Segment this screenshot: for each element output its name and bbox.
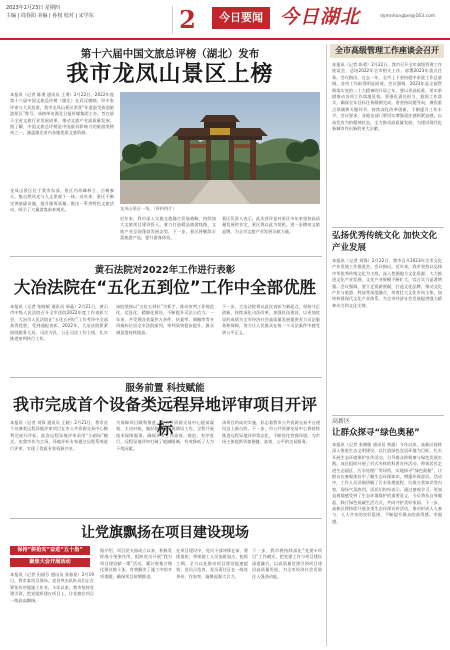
- right-story1-body: 本报讯（记者 陈勇）2月22日，我市召开全市高级管理工作座谈会，总结2022年全市相关工作，部署2023年重点任务。会议指出，过去一年，全市上下坚持稳中求进工作总基调，各项工作取得明显成效。会议强调，2023年是全面贯彻落实党的二十大精神的开局之年，要以更高标准、更实举措推动各项工作落地见效。要强化责任担当，狠抓工作落实，确保全年目标任务圆满完成。要坚持问题导向，聚焦重点领域和关键环节，持续深化改革创新，不断提升工作水平。会议要求，各地各部门要切实增强责任感和紧迫感，以奋发有为的精神状态，全力推动高质量发展，为建设现代化新城市作出新的更大贡献。: [332, 62, 442, 132]
- right-story1-headline: 全市高级管理工作座谈会召开: [330, 44, 444, 58]
- story4-badges: [10, 546, 90, 570]
- lead-body-col2: 近年来，我市深入实施文旅融合发展战略，持续加大文旅项目建设投入，着力打造精品旅游线路，文旅产业呈现蓬勃发展态势。下一步，景区将继续丰富旅游产品，提升游客体验。: [120, 216, 216, 241]
- divider: [10, 377, 322, 378]
- newspaper-logo: 今日湖北: [280, 6, 361, 28]
- divider: [10, 518, 322, 519]
- page-number: 2: [172, 6, 202, 34]
- story4-body-col1: 本报讯（记者 田丽芬 通讯员 张春星）2月19日，我市某项目现场，党员突击队队员们正在紧张有序地施工作业。今年以来，我市坚持党建引领，把党组织建在项目上，让党旗在项目一线高高飘扬。: [10, 572, 94, 603]
- story4-badge: 保持“拼抢实”奋进“五十指”: [10, 546, 90, 555]
- right-story2-headline: 弘扬优秀传统文化 加快文化产业发展: [332, 231, 437, 253]
- column-divider: [326, 44, 327, 646]
- story3-body-col3: 该项目的成功实施，标志着我市公共资源交易平台建设迈上新台阶。下一步，市公共资源交易中心将持续推进远程异地评审常态化，不断优化营商环境，为市场主体提供更加便捷、高效、公平的交易服务。: [222, 420, 320, 445]
- story2-headline: 大冶法院在“五化五到位”工作中全部优胜: [13, 278, 317, 297]
- divider: [332, 415, 444, 416]
- scenic-gate-photo: [120, 92, 320, 204]
- lead-photo-caption: 龙凤山景区一角。（资料图片）: [120, 206, 177, 211]
- right-story2-body: 本报讯（记者 刘锋）2月22日，我市召开2023年全市文化产业发展工作推进会。会议指出，近年来，我市坚持以弘扬中华优秀传统文化为主线，深入挖掘地方文化资源，大力推进文化产业发展，文化产业规模不断扩大，综合实力显著增强。会议强调，要立足资源禀赋，打造文化品牌，推动文化产业与旅游、科技等深度融合，培育壮大文化市场主体，加快构建现代文化产业体系，为全市经济社会发展提供强大精神动力和文化支撑。: [332, 258, 442, 308]
- lead-body-col1b: 龙凤山景区位于我市东部，景区内奇峰林立、古树参天，集自然风光与人文景观于一体。近年来，景区不断完善基础设施，提升服务质量，推出一系列特色文旅活动，吸引了大量游客前来观光。: [10, 188, 114, 213]
- story2-body-col2: 该院坚持以“五化五到位”为抓手，推动审判工作规范化、信息化、精细化建设，不断提升司法公信力。一年来，共受理各类案件万余件，结案率、调撤率等多项指标位居全市法院前列，审判质效稳步提升，群众满意度持续提高。: [116, 304, 214, 335]
- story4-body-col4: 下一步，我市将持续深化“党建+项目”工作模式，把党建工作与项目建设深度融合，以高质量党建引领项目建设高质量发展，为全市经济社会发展注入强劲动能。: [252, 548, 322, 579]
- story4-body-col3: 在项目建设中，党员干部冲锋在前、勇挑重担，带领施工人员加班加点，抢抓工期，全力以赴推动项目建设提速提效。党员示范岗、党员责任区在一线亮身份、作表率，凝聚起强大合力。: [176, 548, 248, 579]
- section-name: 今日要闻: [212, 7, 270, 29]
- story4-headline: 让党旗飘扬在项目建设现场: [81, 525, 249, 541]
- story3-body-col2: 为保障项目顺利推进，市公共资源交易中心提前谋划，主动对接，做好软硬件设施调试工作，全程开展技术保障服务，确保评审工作高效、规范、有序进行。远程异地评审打破了地域限制，有效降低了人为干扰因素。: [116, 420, 214, 451]
- editor-credits: 主编 | 周春阳 美编 | 孙权 校对 | 宋学东: [6, 13, 94, 19]
- lead-photo: [120, 92, 320, 204]
- story3-body-col1: 本报讯（记者 刘锋 通讯员 王晓）2月21日，我市首个设备类远程异地评审项目在市公共资源交易中心顺利完成开评标。此次远程异地评审采用“主副场”模式，由我市作为主场，异地评标专家通过远程系统进行评审，实现了优质专家资源共享。: [10, 420, 108, 451]
- lead-kicker: 第十六届中国文旅总评榜（湖北）发布: [80, 48, 260, 60]
- masthead-info: [6, 4, 94, 20]
- lead-body-col3: 景区负责人表示，此次获评是对景区多年来坚持高质量发展的肯定，景区将以此为契机，进一步擦亮文旅品牌，为全市文旅产业发展贡献力量。: [222, 216, 320, 234]
- right-story3-kicker: 高新区: [332, 418, 351, 425]
- contact-email: dymnhongbei@163.com: [380, 14, 436, 19]
- right-story3-body: 本报讯（记者 张晓敏 通讯员 黄露）今年以来，高新区持续深入推进生态文明建设，以打造绿色宜居环境为目标，扎实开展生态环境保护宣传活动，引导群众积极参与绿色发展实践。该区组织开展了形式多样的科普宣传活动，带领居民走进生态园区、污水处理厂等场所，实地探寻“绿色奥秘”，让群众在参观体验中了解生态环保知识，增强环保意识。活动中，工作人员详细讲解了污水处理流程、垃圾分类知识等内容，现场气氛热烈。居民们纷纷表示，通过参观学习，更加直观地感受到了生态环境保护的重要意义，今后将从自身做起，践行绿色低碳生活方式，共同守护美好家园。下一步，高新区将持续开展各类生态环保宣传活动，推动形成人人参与、人人共享的良好氛围，不断提升群众的获得感、幸福感。: [332, 442, 442, 524]
- story4-body-col2: 据介绍，项目党支部成立以来，积极发挥战斗堡垒作用，组织党员开展“我为项目建设献一策”活动，累计收集合理化建议数十条，有效解决了施工中的多项难题，确保项目按期推进。: [100, 548, 172, 579]
- story2-body-col1: 本报讯（记者 张晓敏 通讯员 周晶）2月21日，黄石市中级人民法院召开全市法院2022年度工作表彰大会，大冶市人民法院在“五化五到位”工作考评中全部获得优胜，受到通报表彰。2022年，大冶法院紧紧围绕服务大局、司法为民、公正司法工作主线，扎实推进审判执行工作。: [10, 304, 108, 342]
- lead-headline: 我市龙凤山景区上榜: [66, 62, 274, 87]
- divider: [10, 256, 322, 257]
- story2-body-col3: 下一步，大冶法院将以此次表彰为新起点，坚持守正创新，持续深化司法改革，加强队伍建设，以更加优异的成绩为全市经济社会高质量发展提供有力司法服务和保障，努力让人民群众在每一个司法案件中感受到公平正义。: [222, 304, 320, 335]
- story2-kicker: 黄石法院对2022年工作进行表彰: [94, 265, 236, 276]
- story3-headline: 我市完成首个设备类远程异地评审项目开评标: [12, 395, 317, 438]
- right-story3-headline: 让群众探寻“绿色奥秘”: [332, 428, 420, 438]
- divider: [332, 227, 444, 228]
- story4-badge: 聚焦大会开展活动: [10, 558, 90, 567]
- masthead: [0, 0, 450, 40]
- lead-body-col1: 本报讯（记者 陈勇 通讯员 王勇）2月22日，2022年度第十六届中国文旅总评榜（湖北）在武汉揭晓，经专家评审与大众投票，我市龙凤山景区荣获“年度最受欢迎旅游景区”称号。该榜单由湖北日报传媒集团主办，旨在展示全省文旅行业发展成果，推动文旅产业高质量发展。据了解，中国文旅总评榜是中国最具影响力的旅游类榜单之一，涵盖湖北省内各地优质文旅资源。: [10, 92, 114, 136]
- story3-kicker: 服务前置 科技赋能: [125, 383, 205, 394]
- issue-date: 2023年2月23日 星期四: [6, 5, 60, 11]
